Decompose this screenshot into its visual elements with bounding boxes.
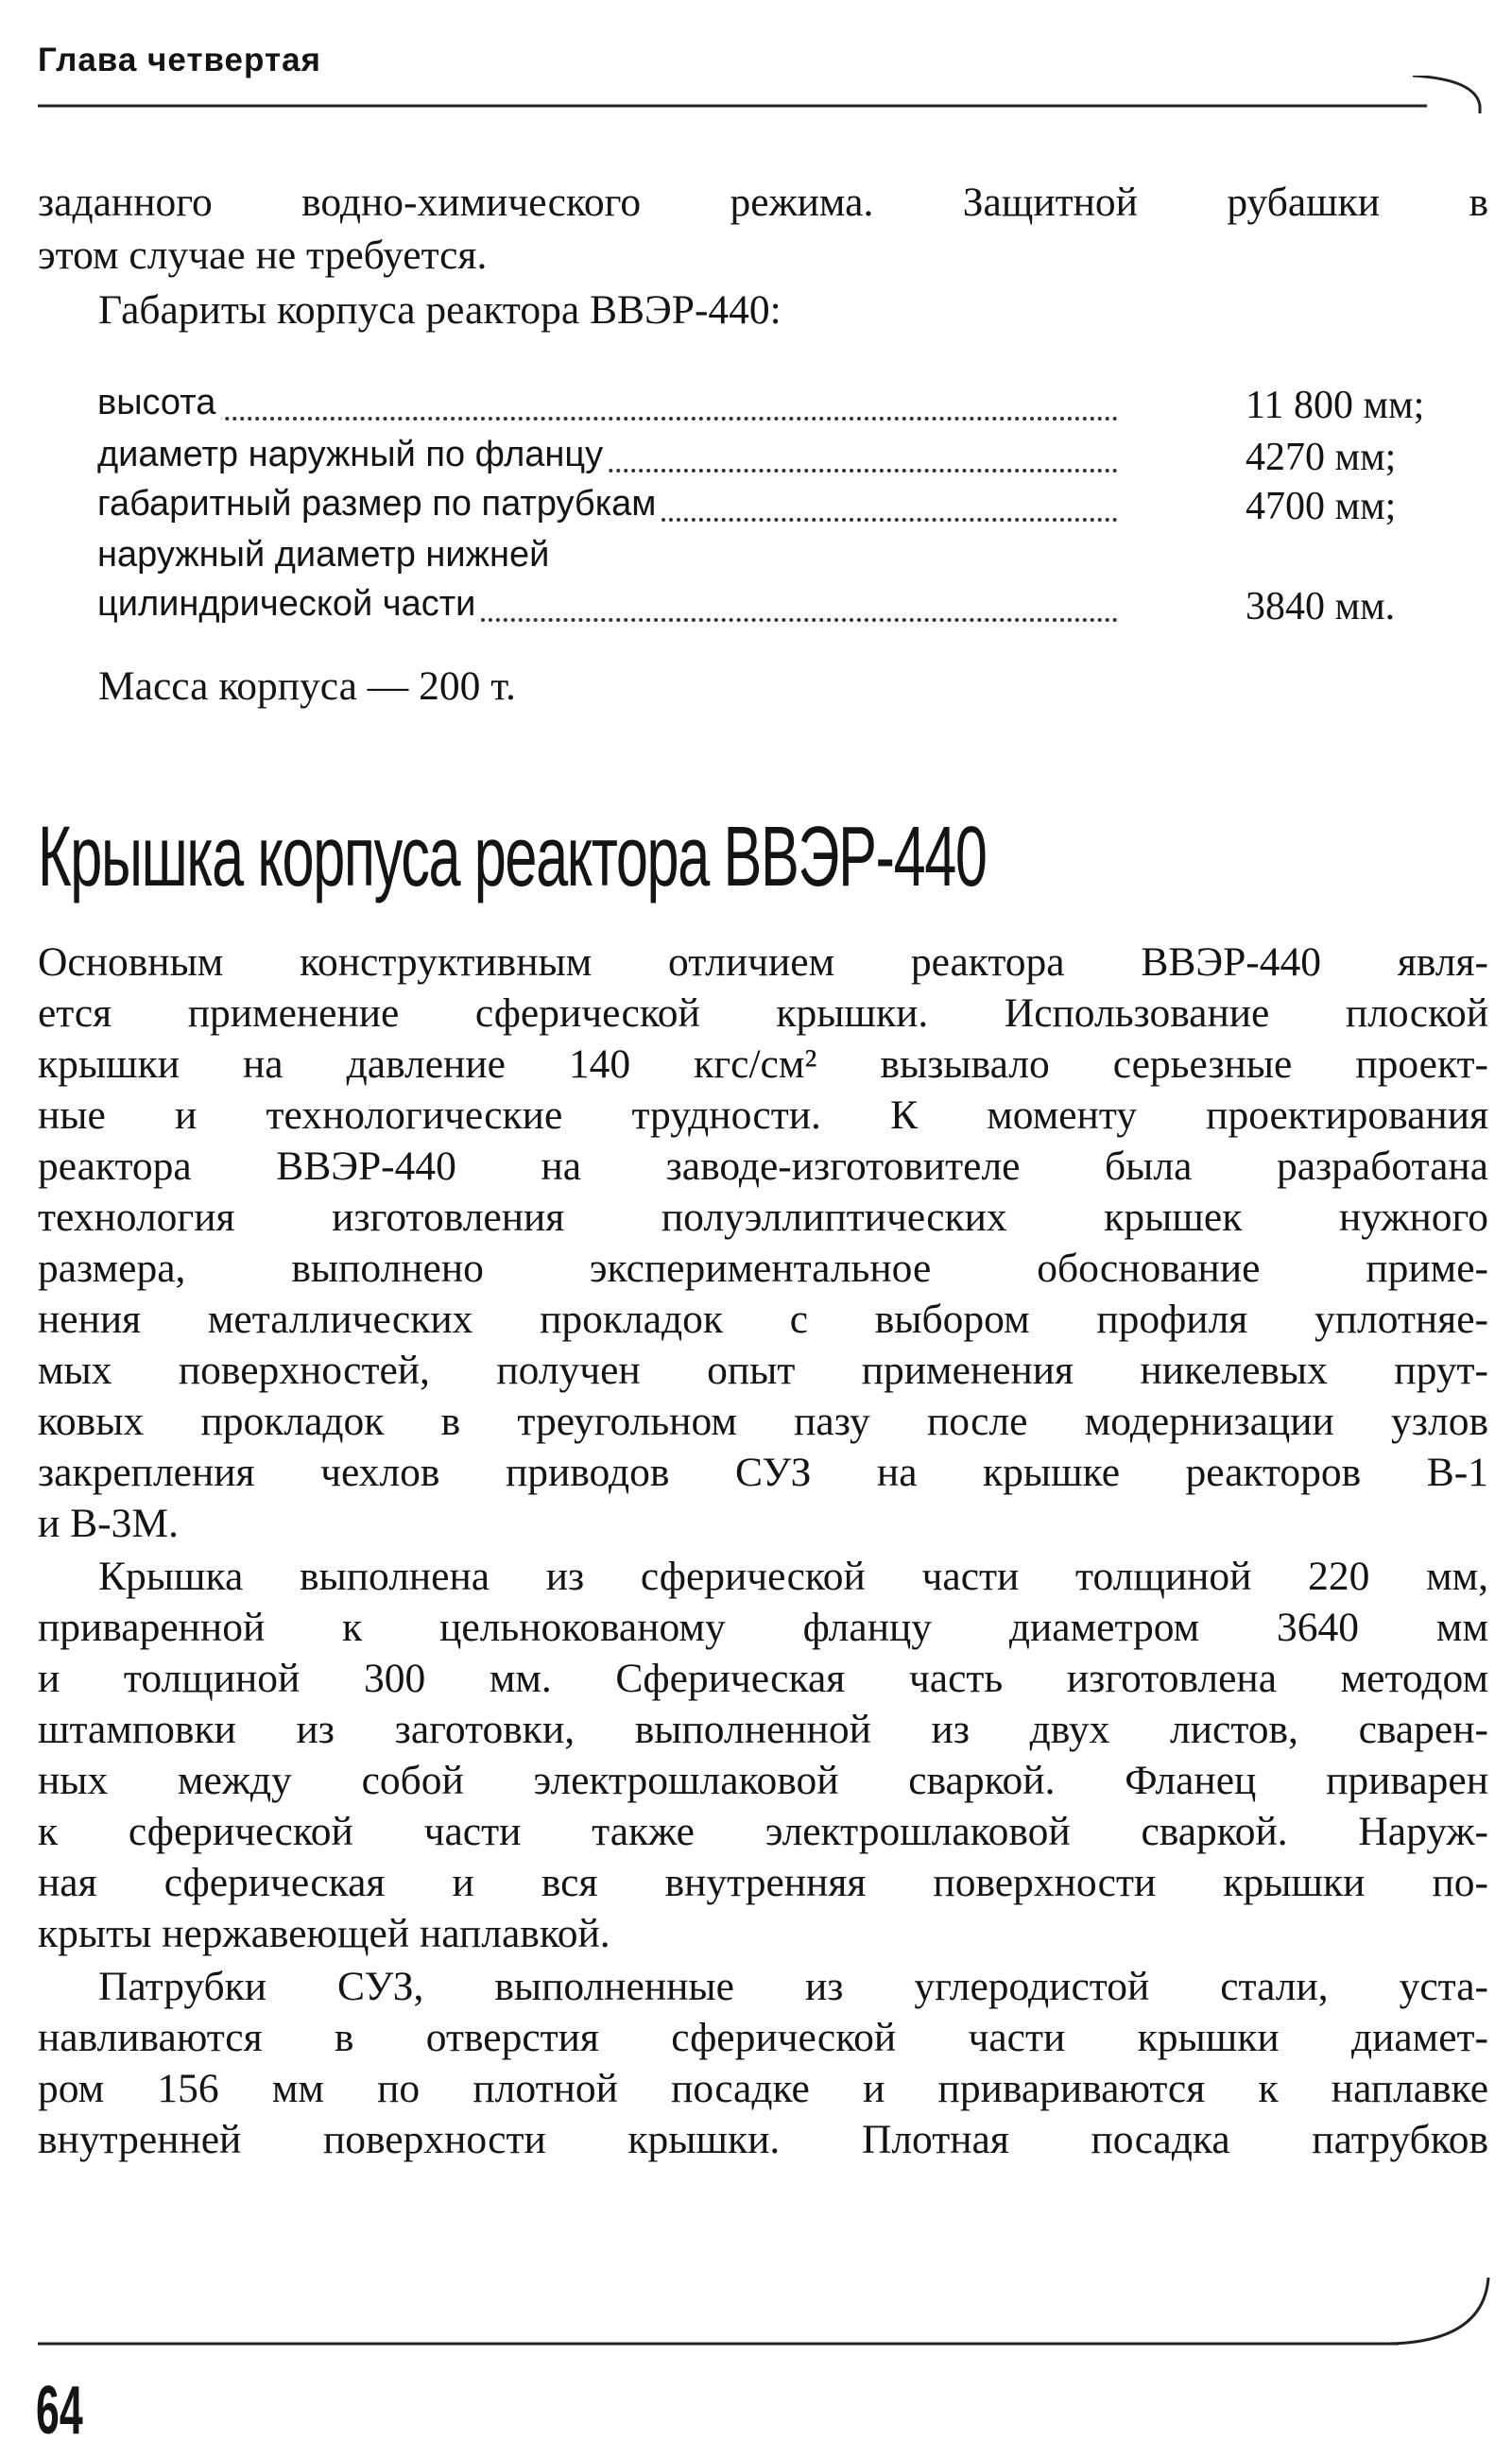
spec-row <box>97 584 1486 631</box>
body-line: ется применение сферической крышки. Использование плоской <box>38 990 1488 1036</box>
spec-label: высота <box>97 383 221 423</box>
body-line: навливаются в отверстия сферической части крышки диамет- <box>38 2015 1488 2060</box>
mass-line: Масса корпуса — 200 т. <box>98 663 516 709</box>
dimensions-intro: Габариты корпуса реактора ВВЭР-440: <box>98 287 782 333</box>
body-line: крыты нержавеющей наплавкой. <box>38 1911 610 1956</box>
body-line: мых поверхностей, получен опыт применения никелевых прут- <box>38 1348 1488 1393</box>
spec-value: 11 800 мм; <box>1246 384 1425 427</box>
running-header: Глава четвертая <box>38 42 321 78</box>
body-line: ная сферическая и вся внутренняя поверхности крышки по- <box>38 1860 1488 1905</box>
body-line: ром 156 мм по плотной посадке и привариваются к наплавке <box>38 2066 1488 2111</box>
spec-label: диаметр наружный по фланцу <box>97 435 609 475</box>
body-line: ковых прокладок в треугольном пазу после модернизации узлов <box>38 1399 1488 1444</box>
body-line: ные и технологические трудности. К моменту проектирования <box>38 1092 1488 1138</box>
intro-line-2: этом случае не требуется. <box>38 232 488 278</box>
body-line: нения металлических прокладок с выбором профиля уплотняе- <box>38 1297 1488 1342</box>
body-line: и толщиной 300 мм. Сферическая часть изготовлена методом <box>38 1656 1488 1701</box>
intro-line-1: заданного водно-химического режима. Защитной рубашки в <box>38 180 1488 225</box>
body-line: штамповки из заготовки, выполненной из двух листов, сварен- <box>38 1707 1488 1752</box>
body-line: внутренней поверхности крышки. Плотная посадка патрубков <box>38 2117 1488 2162</box>
spec-row <box>97 435 1486 482</box>
spec-value: 3840 мм. <box>1246 585 1396 628</box>
spec-label: наружный диаметр нижней <box>97 535 555 576</box>
body-line: размера, выполнено экспериментальное обоснование приме- <box>38 1246 1488 1291</box>
header-rule <box>38 76 1484 113</box>
body-line: Крышка выполнена из сферической части толщиной 220 мм, <box>98 1554 1488 1599</box>
spec-value: 4700 мм; <box>1246 485 1397 528</box>
leader-dots <box>97 417 1118 421</box>
footer-rule <box>38 2268 1493 2353</box>
section-title: Крышка корпуса реактора ВВЭР-440 <box>38 810 987 904</box>
body-line: ных между собой электрошлаковой сваркой. Фланец приварен <box>38 1758 1488 1803</box>
body-line: крышки на давление 140 кгс/см² вызывало серьезные проект- <box>38 1041 1488 1087</box>
body-line: технология изготовления полуэллиптических крышек нужного <box>38 1195 1488 1240</box>
body-line: к сферической части также электрошлаковой сваркой. Наруж- <box>38 1809 1488 1854</box>
body-line: Патрубки СУЗ, выполненные из углеродистой стали, уста- <box>98 1964 1488 2009</box>
spec-row <box>97 535 1486 582</box>
page-number: 64 <box>36 2373 83 2449</box>
spec-value: 4270 мм; <box>1246 436 1397 479</box>
body-line: Основным конструктивным отличием реактора ВВЭР-440 явля- <box>38 939 1488 985</box>
body-line: приваренной к цельнокованому фланцу диаметром 3640 мм <box>38 1605 1488 1650</box>
spec-label: габаритный размер по патрубкам <box>97 484 662 524</box>
body-line: реактора ВВЭР-440 на заводе-изготовителе была разработана <box>38 1144 1488 1189</box>
spec-row <box>97 383 1486 430</box>
body-line: закрепления чехлов приводов СУЗ на крышке реакторов В-1 <box>38 1450 1488 1495</box>
spec-label: цилиндрической части <box>97 584 481 625</box>
body-line: и В-3М. <box>38 1501 179 1546</box>
spec-row <box>97 484 1486 531</box>
